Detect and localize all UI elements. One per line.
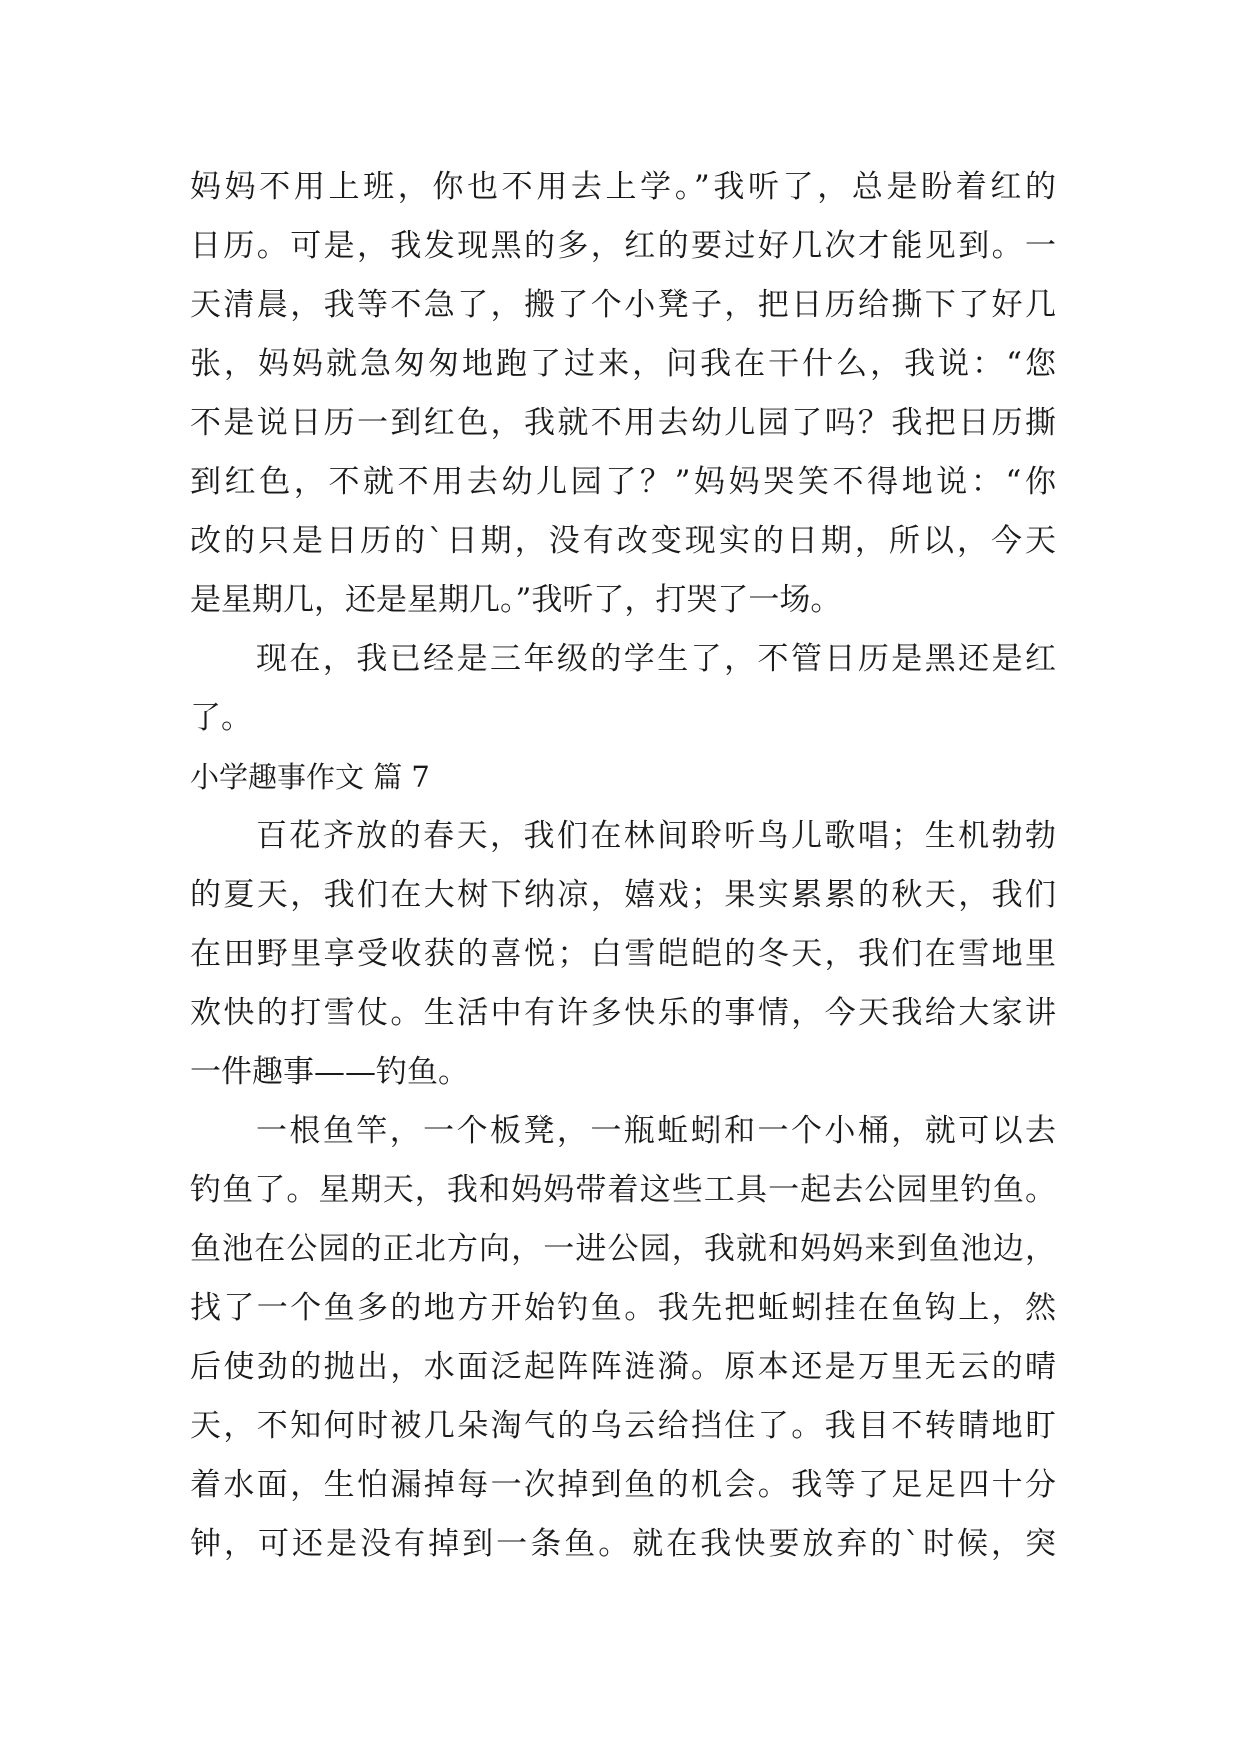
text-line: 钓鱼了。星期天，我和妈妈带着这些工具一起去公园里钓鱼。 <box>190 1172 1056 1208</box>
text-line: 找了一个鱼多的地方开始钓鱼。我先把蚯蚓挂在鱼钩上，然 <box>190 1290 1056 1326</box>
text-line: 一根鱼竿，一个板凳，一瓶蚯蚓和一个小桶，就可以去 <box>256 1113 1056 1149</box>
text-line: 了。 <box>190 700 252 736</box>
text-line: 的夏天，我们在大树下纳凉，嬉戏；果实累累的秋天，我们 <box>190 877 1056 913</box>
paragraph <box>190 1102 1056 1574</box>
essay-body <box>190 158 1056 1574</box>
text-line: 日历。可是，我发现黑的多，红的要过好几次才能见到。一 <box>190 228 1056 264</box>
paragraph <box>190 630 1056 748</box>
text-line: 妈妈不用上班，你也不用去上学。”我听了，总是盼着红的 <box>190 169 1056 205</box>
text-line: 一件趣事——钓鱼。 <box>190 1054 469 1090</box>
text-line: 天清晨，我等不急了，搬了个小凳子，把日历给撕下了好几 <box>190 287 1056 323</box>
paragraph <box>190 158 1056 630</box>
text-line: 到红色，不就不用去幼儿园了？”妈妈哭笑不得地说：“你 <box>190 464 1056 500</box>
text-line: 在田野里享受收获的喜悦；白雪皑皑的冬天，我们在雪地里 <box>190 936 1056 972</box>
text-line: 改的只是日历的`日期，没有改变现实的日期，所以，今天 <box>190 523 1056 559</box>
text-line: 不是说日历一到红色，我就不用去幼儿园了吗？我把日历撕 <box>190 405 1056 441</box>
text-line: 是星期几，还是星期几。”我听了，打哭了一场。 <box>190 582 842 618</box>
text-line: 欢快的打雪仗。生活中有许多快乐的事情，今天我给大家讲 <box>190 995 1056 1031</box>
paragraph <box>190 807 1056 1102</box>
text-line: 鱼池在公园的正北方向，一进公园，我就和妈妈来到鱼池边， <box>190 1231 1056 1267</box>
text-line: 钟，可还是没有掉到一条鱼。就在我快要放弃的`时候，突 <box>190 1526 1056 1562</box>
text-line: 张，妈妈就急匆匆地跑了过来，问我在干什么，我说：“您 <box>190 346 1056 382</box>
text-line: 现在，我已经是三年级的学生了，不管日历是黑还是红 <box>256 641 1056 677</box>
text-line: 后使劲的抛出，水面泛起阵阵涟漪。原本还是万里无云的晴 <box>190 1349 1056 1385</box>
text-line: 百花齐放的春天，我们在林间聆听鸟儿歌唱；生机勃勃 <box>256 818 1056 854</box>
section-heading: 小学趣事作文 篇 7 <box>190 760 430 794</box>
text-line: 天，不知何时被几朵淘气的乌云给挡住了。我目不转睛地盯 <box>190 1408 1056 1444</box>
text-line: 着水面，生怕漏掉每一次掉到鱼的机会。我等了足足四十分 <box>190 1467 1056 1503</box>
